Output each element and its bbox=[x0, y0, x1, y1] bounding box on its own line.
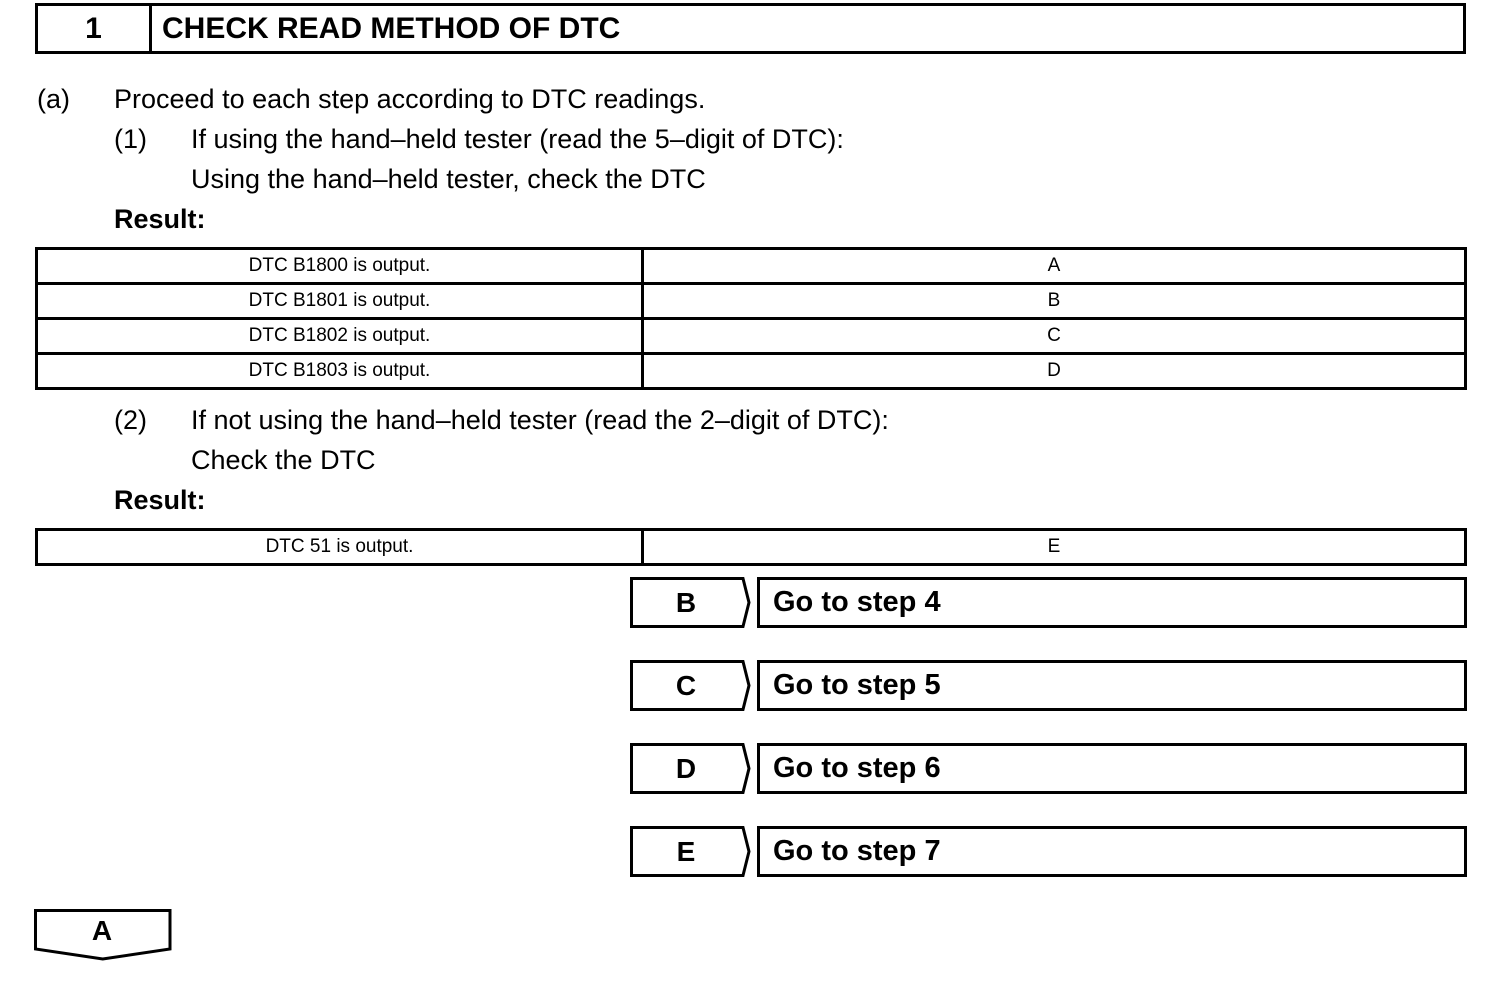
condition-cell: DTC B1800 is output. bbox=[37, 249, 643, 284]
branch-action-box: Go to step 6 bbox=[757, 743, 1467, 794]
continue-letter: A bbox=[91, 915, 113, 946]
sub2-line1: If not using the hand–held tester (read the 2–digit of DTC): bbox=[191, 405, 889, 435]
branch-arrow-b bbox=[630, 577, 750, 628]
step-header bbox=[35, 3, 1466, 54]
result-table-1 bbox=[35, 247, 1467, 390]
branch-letter: D bbox=[675, 752, 697, 784]
sub1-line2: Using the hand–held tester, check the DTC bbox=[191, 164, 706, 194]
step-title: CHECK READ METHOD OF DTC bbox=[162, 11, 621, 45]
branch-letter: E bbox=[676, 835, 696, 867]
condition-cell: DTC B1801 is output. bbox=[37, 284, 643, 319]
table-row bbox=[37, 249, 1466, 284]
sub2-result-label: Result: bbox=[114, 485, 206, 515]
step-a-marker: (a) bbox=[37, 84, 70, 114]
result-cell: B bbox=[643, 284, 1466, 319]
sub2-line2: Check the DTC bbox=[191, 445, 376, 475]
table-row bbox=[37, 354, 1466, 389]
result-cell: D bbox=[643, 354, 1466, 389]
branch-action-box: Go to step 5 bbox=[757, 660, 1467, 711]
step-number: 1 bbox=[38, 6, 152, 51]
condition-cell: DTC 51 is output. bbox=[37, 530, 643, 565]
result-cell: C bbox=[643, 319, 1466, 354]
continue-arrow-a bbox=[34, 909, 172, 961]
sub1-result-label: Result: bbox=[114, 204, 206, 234]
branch-arrow-d bbox=[630, 743, 750, 794]
step-a-text: Proceed to each step according to DTC readings. bbox=[114, 84, 706, 114]
branch-action-box: Go to step 7 bbox=[757, 826, 1467, 877]
sub2-marker: (2) bbox=[114, 405, 147, 435]
branch-letter: B bbox=[675, 586, 697, 618]
branch-arrow-c bbox=[630, 660, 750, 711]
result-cell: E bbox=[643, 530, 1466, 565]
sub1-marker: (1) bbox=[114, 124, 147, 154]
condition-cell: DTC B1802 is output. bbox=[37, 319, 643, 354]
branch-action-box: Go to step 4 bbox=[757, 577, 1467, 628]
branch-arrow-e bbox=[630, 826, 750, 877]
table-row bbox=[37, 319, 1466, 354]
result-table-2 bbox=[35, 528, 1467, 566]
table-row bbox=[37, 530, 1466, 565]
sub1-line1: If using the hand–held tester (read the 5–digit of DTC): bbox=[191, 124, 844, 154]
branch-letter: C bbox=[675, 669, 697, 701]
result-cell: A bbox=[643, 249, 1466, 284]
table-row bbox=[37, 284, 1466, 319]
condition-cell: DTC B1803 is output. bbox=[37, 354, 643, 389]
